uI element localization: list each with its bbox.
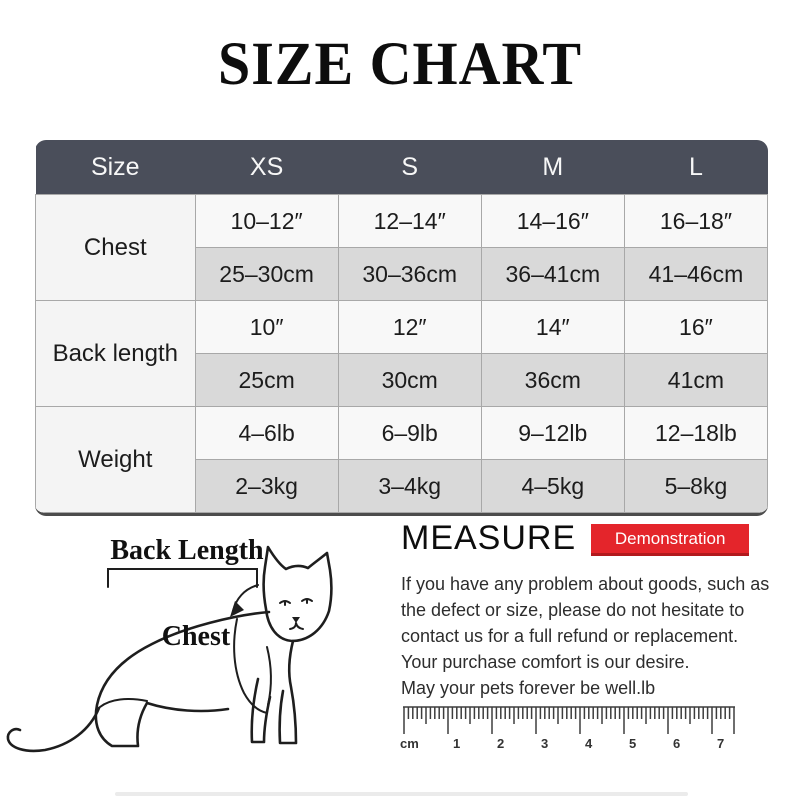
chest-loop-right [267, 647, 271, 705]
measure-line: If you have any problem about goods, such as [401, 574, 770, 594]
cell-chest-l-in: 16–18″ [624, 195, 767, 248]
cell-chest-m-cm: 36–41cm [481, 248, 624, 301]
ruler-number: 4 [585, 736, 593, 751]
ruler-graphic [398, 703, 738, 755]
col-header-xs: XS [195, 140, 338, 195]
table-row [36, 407, 768, 460]
back-length-bracket [108, 569, 257, 587]
cell-weight-s-lb: 6–9lb [338, 407, 481, 460]
cell-weight-xs-kg: 2–3kg [195, 460, 338, 513]
size-table-grid [35, 140, 768, 513]
cell-back-m-cm: 36cm [481, 354, 624, 407]
cell-weight-m-lb: 9–12lb [481, 407, 624, 460]
cell-chest-l-cm: 41–46cm [624, 248, 767, 301]
ruler-number: 6 [673, 736, 681, 751]
cell-chest-m-in: 14–16″ [481, 195, 624, 248]
page-title: SIZE CHART [217, 29, 583, 98]
ruler-unit-label: cm [400, 736, 419, 751]
measure-line: contact us for a full refund or replacement. [401, 626, 739, 646]
table-header-row [36, 140, 768, 195]
ruler-number: 2 [497, 736, 505, 751]
bottom-divider [115, 792, 688, 796]
cell-chest-xs-in: 10–12″ [195, 195, 338, 248]
col-header-m: M [481, 140, 624, 195]
cat-tail [8, 708, 99, 751]
measure-line: the defect or size, please do not hesitate to [401, 600, 745, 620]
chest-label: Chest [161, 621, 231, 652]
cell-weight-m-kg: 4–5kg [481, 460, 624, 513]
measure-line: May your pets forever be well.lb [401, 678, 656, 698]
table-row [36, 195, 768, 248]
ruler-number: 3 [541, 736, 549, 751]
row-label-back-length: Back length [36, 301, 196, 407]
measure-paragraph [401, 571, 773, 701]
cell-back-s-cm: 30cm [338, 354, 481, 407]
cell-back-l-in: 16″ [624, 301, 767, 354]
col-header-l: L [624, 140, 767, 195]
cell-back-xs-in: 10″ [195, 301, 338, 354]
measure-header [401, 518, 773, 558]
cat-left-eye [280, 601, 290, 605]
cat-right-eye [302, 599, 312, 603]
measure-line: Your purchase comfort is our desire. [401, 652, 690, 672]
cell-back-xs-cm: 25cm [195, 354, 338, 407]
cell-back-m-in: 14″ [481, 301, 624, 354]
col-header-size: Size [36, 140, 196, 195]
cat-belly-line [147, 703, 228, 711]
cell-chest-s-cm: 30–36cm [338, 248, 481, 301]
ruler-ticks [404, 707, 734, 734]
row-label-weight: Weight [36, 407, 196, 513]
cell-weight-l-kg: 5–8kg [624, 460, 767, 513]
col-header-s: S [338, 140, 481, 195]
ruler-number: 1 [453, 736, 461, 751]
cell-chest-s-in: 12–14″ [338, 195, 481, 248]
table-row [36, 301, 768, 354]
cell-weight-l-lb: 12–18lb [624, 407, 767, 460]
ruler-number: 7 [717, 736, 725, 751]
ruler-number: 5 [629, 736, 637, 751]
measure-heading: MEASURE [401, 519, 577, 557]
measure-section [401, 518, 773, 701]
row-label-chest: Chest [36, 195, 196, 301]
back-length-label: Back Length [110, 535, 264, 566]
cell-chest-xs-cm: 25–30cm [195, 248, 338, 301]
demonstration-badge: Demonstration [591, 524, 749, 556]
cat-thigh-line [100, 699, 147, 707]
cell-weight-xs-lb: 4–6lb [195, 407, 338, 460]
cell-back-s-in: 12″ [338, 301, 481, 354]
cell-weight-s-kg: 3–4kg [338, 460, 481, 513]
cell-back-l-cm: 41cm [624, 354, 767, 407]
size-table [35, 140, 768, 516]
chest-loop-left [234, 619, 267, 713]
cat-measurement-diagram [0, 515, 400, 795]
cat-mouth [290, 623, 303, 629]
cat-near-front-leg [280, 641, 296, 743]
